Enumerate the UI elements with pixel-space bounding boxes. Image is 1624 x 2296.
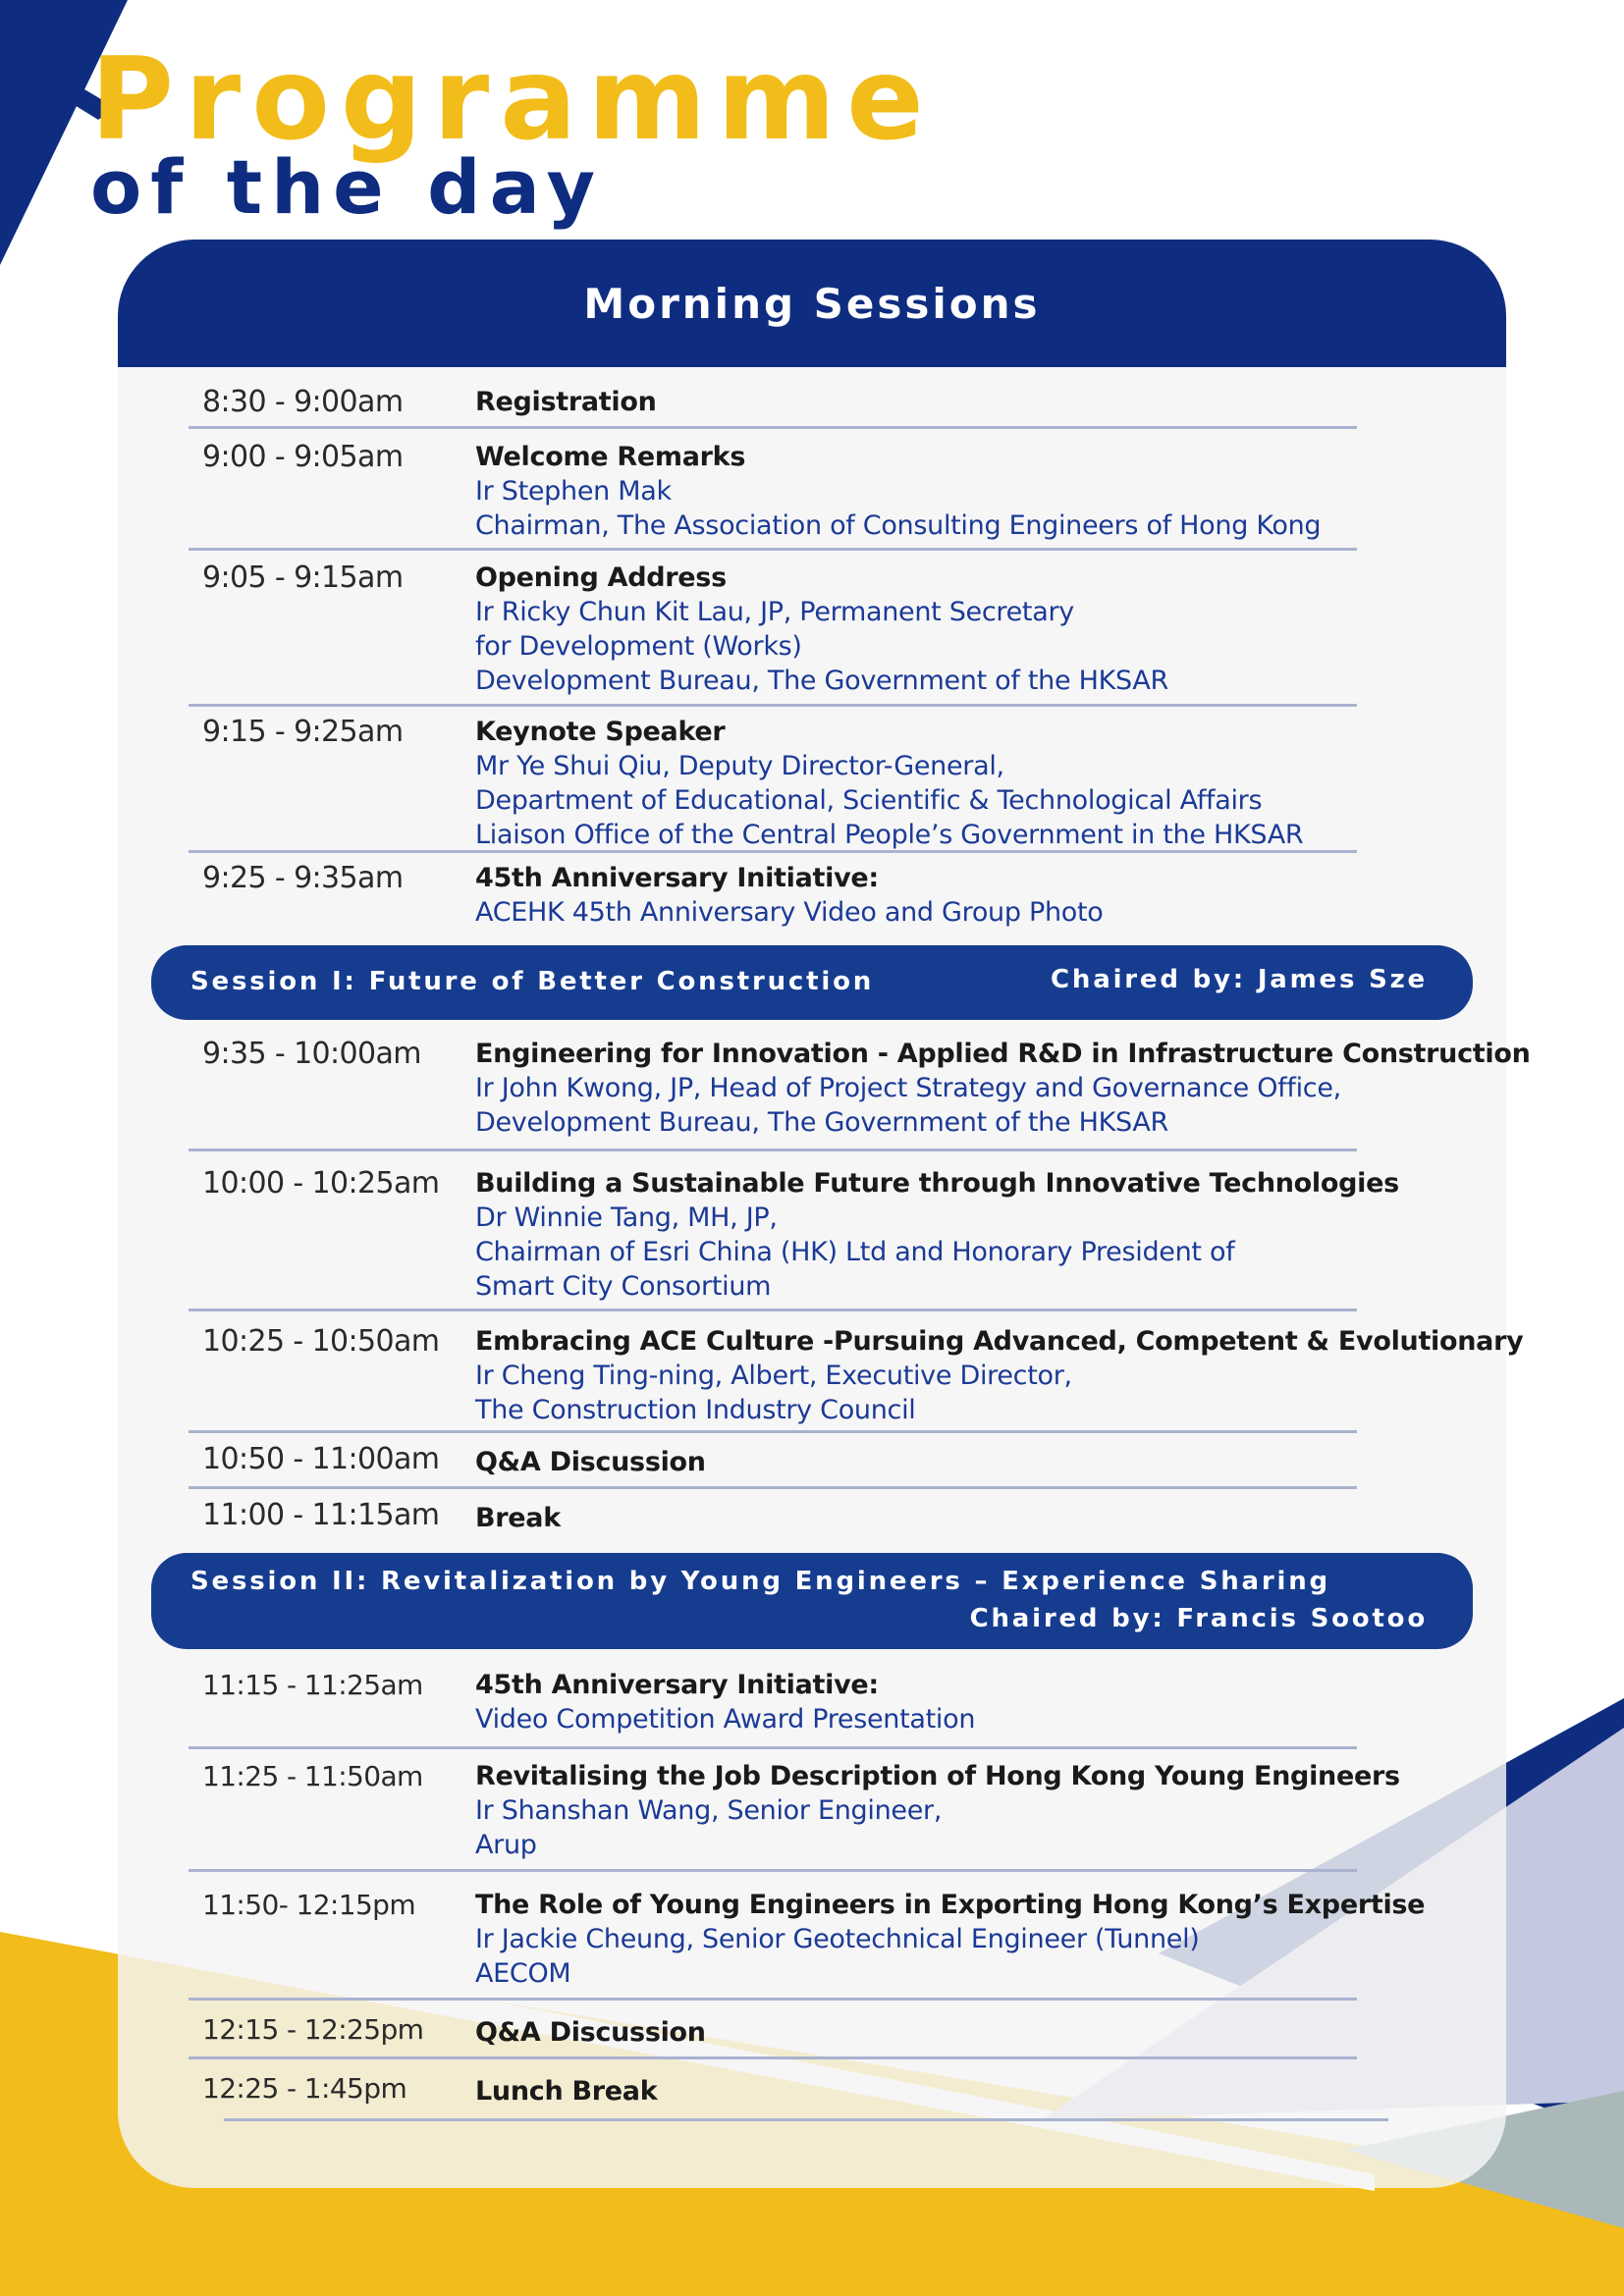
row-detail: Smart City Consortium [475,1271,772,1302]
row-time: 8:30 - 9:00am [202,385,404,419]
schedule-row [189,1166,1399,1311]
row-title: Opening Address [475,562,727,593]
row-content [475,1442,1536,1483]
schedule-row [189,1888,1426,2001]
row-content [475,2012,1536,2054]
row-detail: Chairman of Esri China (HK) Ltd and Honorary President of [475,1237,1235,1267]
schedule-row [189,1037,1531,1151]
row-detail: Chairman, The Association of Consulting Engineers of Hong Kong [475,510,1322,541]
row-time: 9:00 - 9:05am [202,440,404,474]
session-2-chair: Chaired by: Francis Sootoo [969,1604,1428,1633]
row-time: 9:05 - 9:15am [202,561,404,595]
schedule-row [202,2071,1388,2121]
row-detail: Liaison Office of the Central People’s Government in the HKSAR [475,820,1304,850]
row-content [475,1166,1536,1304]
row-title: Break [475,1503,561,1533]
row-content [475,385,1536,419]
row-title: Revitalising the Job Description of Hong Kong Young Engineers [475,1761,1400,1791]
session-1-chair: Chaired by: James Sze [1051,965,1428,994]
row-detail: for Development (Works) [475,631,802,662]
schedule-row [189,1668,1357,1749]
schedule-row [189,385,1357,429]
row-detail: Ir Jackie Cheung, Senior Geotechnical Engineer (Tunnel) [475,1924,1200,1954]
schedule-row [189,1498,1357,1537]
row-content [475,715,1536,852]
row-time: 12:15 - 12:25pm [202,2013,424,2046]
row-title: Building a Sustainable Future through Innovative Technologies [475,1168,1399,1199]
row-time: 10:25 - 10:50am [202,1324,440,1359]
row-detail: Department of Educational, Scientific & Technological Affairs [475,785,1263,816]
page-title: Programme [90,33,935,166]
row-time: 10:50 - 11:00am [202,1442,440,1476]
row-content [475,1668,1536,1736]
row-content [475,1324,1536,1427]
row-time: 11:00 - 11:15am [202,1498,440,1532]
row-time: 9:15 - 9:25am [202,715,404,749]
row-title: Q&A Discussion [475,1447,706,1477]
row-title: Engineering for Innovation - Applied R&D in Infrastructure Construction [475,1039,1531,1069]
row-time: 10:00 - 10:25am [202,1166,440,1201]
session-2-bar [151,1553,1473,1649]
row-time: 9:35 - 10:00am [202,1037,421,1071]
row-content [475,1759,1536,1862]
row-time: 12:25 - 1:45pm [202,2072,407,2105]
row-title: 45th Anniversary Initiative: [475,1670,879,1700]
row-detail: Ir Shanshan Wang, Senior Engineer, [475,1795,943,1826]
schedule-row [189,1759,1400,1872]
row-detail: Ir Stephen Mak [475,476,672,507]
row-detail: Development Bureau, The Government of the HKSAR [475,666,1168,696]
row-detail: Arup [475,1830,537,1860]
row-content [475,861,1536,930]
row-detail: Dr Winnie Tang, MH, JP, [475,1202,778,1233]
schedule-row [189,1442,1357,1489]
row-content [475,1498,1536,1539]
schedule-row [189,715,1357,853]
row-detail: Development Bureau, The Government of the HKSAR [475,1107,1168,1138]
row-detail: Video Competition Award Presentation [475,1704,976,1735]
row-detail: Ir Ricky Chun Kit Lau, JP, Permanent Secretary [475,597,1074,627]
row-content [475,1037,1536,1140]
row-title: Embracing ACE Culture -Pursuing Advanced, Competent & Evolutionary [475,1326,1524,1357]
row-time: 11:25 - 11:50am [202,1760,423,1792]
schedule-row [189,1324,1524,1433]
session-2-title: Session II: Revitalization by Young Engineers – Experience Sharing [190,1567,1330,1596]
row-detail: AECOM [475,1958,571,1989]
row-title: 45th Anniversary Initiative: [475,863,879,893]
row-detail: Ir John Kwong, JP, Head of Project Strategy and Governance Office, [475,1073,1341,1103]
schedule-row [189,861,1357,930]
schedule-row [189,2012,1357,2059]
session-1-bar [151,945,1473,1020]
row-title: The Role of Young Engineers in Exporting Hong Kong’s Expertise [475,1890,1426,1920]
session-1-title: Session I: Future of Better Construction [190,967,875,996]
schedule-row [189,440,1357,551]
row-detail: The Construction Industry Council [475,1395,916,1425]
row-content [475,440,1536,543]
row-content [475,561,1536,698]
row-detail: Mr Ye Shui Qiu, Deputy Director-General, [475,751,1004,781]
morning-sessions-header: Morning Sessions [118,240,1506,367]
page-subtitle: of the day [90,143,605,231]
row-title: Registration [475,387,657,417]
row-time: 11:50- 12:15pm [202,1889,416,1921]
row-title: Q&A Discussion [475,2017,706,2048]
row-title: Welcome Remarks [475,442,746,472]
row-title: Keynote Speaker [475,717,726,747]
row-title: Lunch Break [475,2076,658,2107]
row-content [475,2071,1536,2112]
row-time: 9:25 - 9:35am [202,861,404,895]
schedule-row [189,561,1357,707]
row-detail: Ir Cheng Ting-ning, Albert, Executive Director, [475,1361,1072,1391]
row-content [475,1888,1536,1991]
row-time: 11:15 - 11:25am [202,1669,423,1701]
row-detail: ACEHK 45th Anniversary Video and Group Photo [475,897,1104,928]
